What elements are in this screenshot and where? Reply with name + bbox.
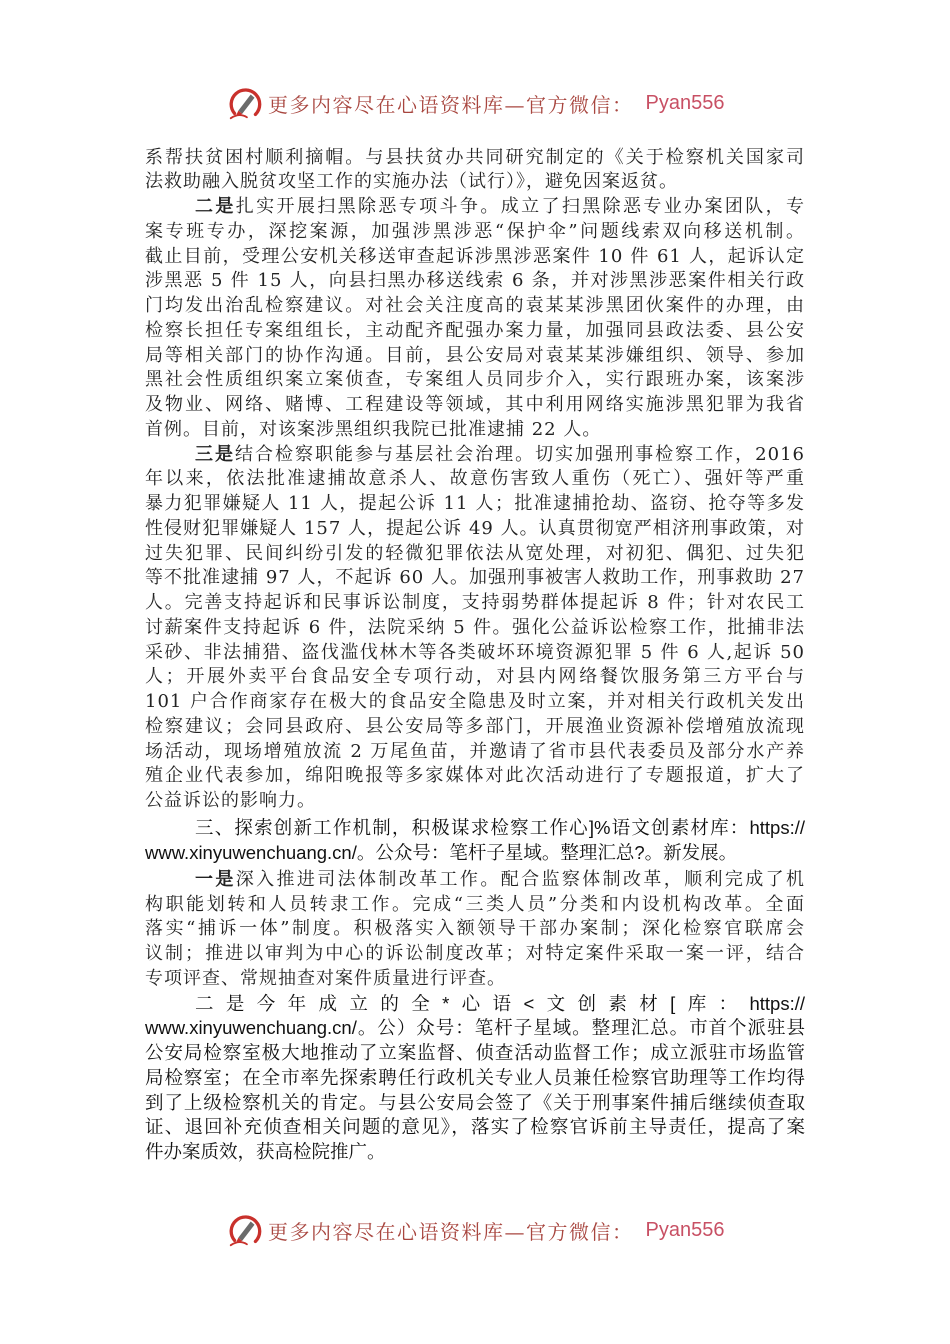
paragraph-line: 件办案质效，获高检院推广。: [145, 1141, 386, 1163]
paragraph-line: 门均发出治乱检察建议。对社会关注度高的袁某某涉黑团伙案件的办理，由: [145, 295, 805, 317]
paragraph-line: 局检察室；在全市率先探索聘任行政机关专业人员兼任检察官助理等工作均得: [145, 1066, 805, 1088]
paragraph-line: www.xinyuwenchuang.cn/。公众号：笔杆子星域。整理汇总?。新发展。: [145, 841, 738, 863]
paragraph-poverty-relief-end: [145, 146, 805, 196]
paragraph-line: 等不批准逮捕 97 人，不起诉 60 人。加强刑事被害人救助工作，刑事救助 27: [145, 567, 805, 589]
paragraph-line: 局等相关部门的协作沟通。目前，县公安局对袁某某涉嫌组织、领导、参加: [145, 344, 805, 366]
paragraph-line: 暴力犯罪嫌疑人 11 人，提起公诉 11 人；批准逮捕抢劫、盗窃、抢夺等多发: [145, 493, 805, 515]
section-heading-innovation: [145, 816, 805, 866]
paragraph-line: 人；开展外卖平台食品安全专项行动，对县内网络餐饮服务第三方平台与: [145, 666, 805, 688]
paragraph-line: 及物业、网络、赌博、工程建设等领域，其中利用网络实施涉黑犯罪为我省: [145, 394, 805, 416]
paragraph-line: 系帮扶贫困村顺利摘帽。与县扶贫办共同研究制定的《关于检察机关国家司: [145, 146, 805, 168]
paragraph-line: 案专班专办，深挖案源，加强涉黑涉恶“保护伞”问题线索双向移送机制。: [145, 220, 805, 242]
paragraph-line: 讨薪案件支持起诉 6 件，法院采纳 5 件。强化公益诉讼检察工作，批捕非法: [145, 616, 805, 638]
banner-text: 更多内容尽在心语资料库—官方微信：: [268, 1219, 634, 1244]
paragraph-line: 采砂、非法捕猎、盗伐滥伐林木等各类破坏环境资源犯罪 5 件 6 人,起诉 50: [145, 641, 805, 663]
pen-circle-logo-icon: [226, 1211, 264, 1249]
paragraph-line: 三、探索创新工作机制，积极谋求检察工作心]%语文创素材库：https://: [195, 817, 805, 839]
paragraph-line: 公安局检察室极大地推动了立案监督、侦查活动监督工作；成立派驻市场监管: [145, 1042, 805, 1064]
paragraph-line-text: 深入推进司法体制改革工作。配合监察体制改革，顺利完成了机: [235, 868, 805, 890]
wechat-id: Pyan556: [645, 91, 725, 114]
wechat-id: Pyan556: [645, 1218, 725, 1241]
paragraph-line: www.xinyuwenchuang.cn/。公）众号：笔杆子星域。整理汇总。市首个派驻县: [145, 1017, 805, 1039]
paragraph-lead: 二是: [195, 196, 236, 218]
paragraph-line: 截止目前，受理公安机关移送审查起诉涉黑涉恶案件 10 件 61 人，起诉认定: [145, 245, 805, 267]
paragraph-line: 场活动，现场增殖放流 2 万尾鱼苗，并邀请了省市县代表委员及部分水产养: [145, 740, 805, 762]
paragraph-line: [145, 443, 805, 468]
document-body: [145, 146, 805, 1165]
paragraph-anti-crime-campaign: [145, 195, 805, 443]
footer-banner: [226, 1210, 724, 1250]
paragraph-line: [145, 868, 805, 893]
paragraph-line: 落实“捕诉一体”制度。积极落实入额领导干部办案制；深化检察官联席会: [145, 918, 805, 940]
paragraph-grassroots-governance: [145, 443, 805, 814]
paragraph-line: 检察建议；会同县政府、县公安局等多部门，开展渔业资源补偿增殖放流现: [145, 715, 805, 737]
paragraph-line: 性侵财犯罪嫌疑人 157 人，提起公诉 49 人。认真贯彻宽严相济刑事政策，对: [145, 517, 805, 539]
paragraph-lead: 一是: [195, 868, 236, 890]
paragraph-line: 议制；推进以审判为中心的诉讼制度改革；对特定案件采取一案一评，结合: [145, 943, 805, 965]
paragraph-line: 年以来，依法批准逮捕故意杀人、故意伤害致人重伤（死亡）、强奸等严重: [145, 468, 805, 490]
paragraph-line: 二是今年成立的全*心语<文创素材[库：https://: [195, 992, 805, 1014]
banner-text: 更多内容尽在心语资料库—官方微信：: [268, 92, 634, 117]
paragraph-line: 殖企业代表参加，绵阳晚报等多家媒体对此次活动进行了专题报道，扩大了: [145, 765, 805, 787]
paragraph-line: 101 户合作商家存在极大的食品安全隐患及时立案，并对相关行政机关发出: [145, 691, 805, 713]
paragraph-dispatched-procuratorate: [145, 992, 805, 1165]
paragraph-line: 首例。目前，对该案涉黑组织我院已批准逮捕 22 人。: [145, 418, 602, 440]
pen-circle-logo-icon: [226, 84, 264, 122]
paragraph-line: 人。完善支持起诉和民事诉讼制度，支持弱势群体提起诉 8 件；针对农民工: [145, 592, 805, 614]
paragraph-line: 公益诉讼的影响力。: [145, 790, 316, 812]
paragraph-line: 法救助融入脱贫攻坚工作的实施办法（试行）》，避免因案返贫。: [145, 171, 678, 193]
paragraph-line: 黑社会性质组织案立案侦查，专案组人员同步介入，实行跟班办案，该案涉: [145, 369, 805, 391]
paragraph-judicial-reform: [145, 868, 805, 992]
paragraph-line: 专项评查、常规抽查对案件质量进行评查。: [145, 967, 506, 989]
paragraph-line: 检察长担任专案组组长，主动配齐配强办案力量，加强同县政法委、县公安: [145, 319, 805, 341]
header-banner: [226, 83, 724, 123]
paragraph-line: 构职能划转和人员转隶工作。完成“三类人员”分类和内设机构改革。全面: [145, 893, 805, 915]
paragraph-line-text: 结合检察职能参与基层社会治理。切实加强刑事检察工作，2016: [235, 443, 805, 465]
paragraph-lead: 三是: [195, 443, 236, 465]
paragraph-line: 到了上级检察机关的肯定。与县公安局会签了《关于刑事案件捕后继续侦查取: [145, 1091, 805, 1113]
paragraph-line: 证、退回补充侦查相关问题的意见》，落实了检察官诉前主导责任，提高了案: [145, 1116, 805, 1138]
paragraph-line-text: 扎实开展扫黑除恶专项斗争。成立了扫黑除恶专业办案团队，专: [235, 196, 805, 218]
paragraph-line: 过失犯罪、民间纠纷引发的轻微犯罪依法从宽处理，对初犯、偶犯、过失犯: [145, 542, 805, 564]
paragraph-line: 涉黑恶 5 件 15 人，向县扫黑办移送线索 6 条，并对涉黑涉恶案件相关行政: [145, 270, 805, 292]
paragraph-line: [145, 195, 805, 220]
